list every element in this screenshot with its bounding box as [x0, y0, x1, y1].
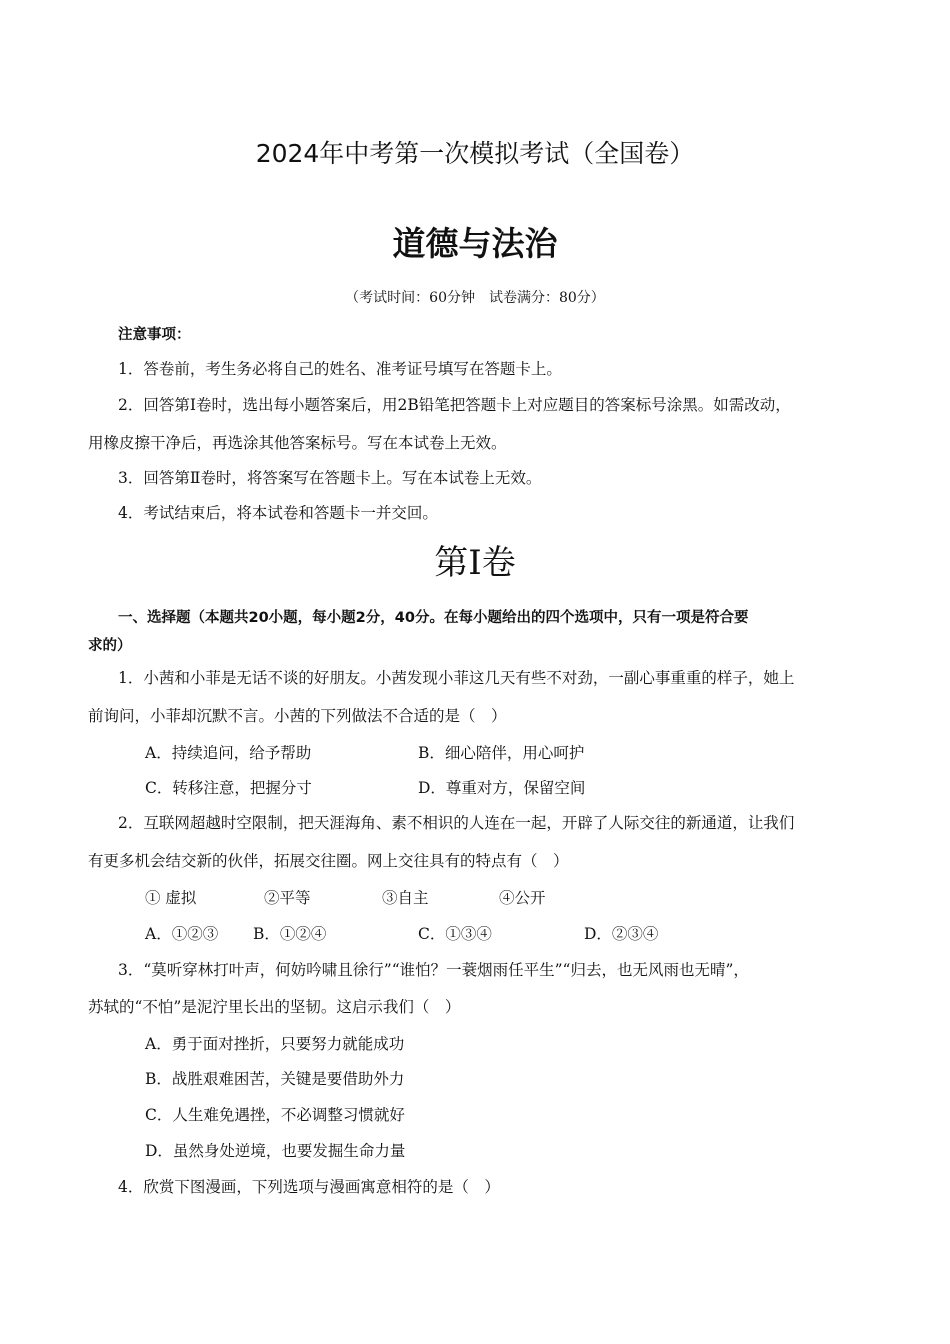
- q2-item-1: ① 虚拟: [145, 889, 197, 907]
- q2-item-2: ②平等: [264, 889, 311, 907]
- subject-title: 道德与法治: [392, 224, 558, 263]
- notice-line: 用橡皮擦干净后，再选涂其他答案标号。写在本试卷上无效。: [88, 434, 507, 452]
- question-3-stem: 3．“莫听穿林打叶声，何妨吟啸且徐行”“谁怕？一蓑烟雨任平生”“归去，也无风雨也无晴”，: [118, 961, 749, 979]
- section-title: 第Ⅰ卷: [434, 543, 516, 583]
- notice-line: 1．答卷前，考生务必将自己的姓名、准考证号填写在答题卡上。: [118, 360, 562, 378]
- q1-option-a: A．持续追问，给予帮助: [145, 744, 312, 762]
- q1-option-d: D．尊重对方，保留空间: [418, 779, 586, 797]
- notice-line: 4．考试结束后，将本试卷和答题卡一并交回。: [118, 504, 438, 522]
- q2-option-a: A．①②③: [145, 925, 219, 943]
- q1-option-b: B．细心陪伴，用心呵护: [418, 744, 585, 762]
- exam-meta: （考试时间：60分钟 试卷满分：80分）: [345, 290, 605, 306]
- q1-option-c: C．转移注意，把握分寸: [145, 779, 312, 797]
- q2-option-b: B．①②④: [253, 925, 327, 943]
- question-1-stem-cont: 前询问，小菲却沉默不言。小茜的下列做法不合适的是（ ）: [88, 707, 507, 725]
- question-1-stem: 1．小茜和小菲是无话不谈的好朋友。小茜发现小菲这几天有些不对劲，一副心事重重的样子，她上: [118, 669, 795, 687]
- q3-option-a: A．勇于面对挫折，只要努力就能成功: [145, 1035, 405, 1053]
- question-2-stem: 2．互联网超越时空限制，把天涯海角、素不相识的人连在一起，开辟了人际交往的新通道，让我们: [118, 814, 795, 832]
- q3-option-c: C．人生难免遇挫，不必调整习惯就好: [145, 1106, 405, 1124]
- q2-item-3: ③自主: [382, 889, 429, 907]
- question-4-stem: 4．欣赏下图漫画，下列选项与漫画寓意相符的是（ ）: [118, 1178, 500, 1196]
- part-heading: 一、选择题（本题共20小题，每小题2分，40分。在每小题给出的四个选项中，只有一项是符合要: [118, 610, 749, 626]
- notice-line: 3．回答第Ⅱ卷时，将答案写在答题卡上。写在本试卷上无效。: [118, 469, 542, 487]
- exam-title: 2024年中考第一次模拟考试（全国卷）: [255, 139, 695, 168]
- question-3-stem-cont: 苏轼的“不怕”是泥泞里长出的坚韧。这启示我们（ ）: [88, 998, 461, 1016]
- question-2-stem-cont: 有更多机会结交新的伙伴，拓展交往圈。网上交往具有的特点有（ ）: [88, 852, 569, 870]
- part-heading-cont: 求的）: [88, 638, 132, 654]
- notice-heading: 注意事项：: [118, 327, 191, 343]
- q2-item-4: ④公开: [499, 889, 546, 907]
- q2-option-d: D．②③④: [584, 925, 659, 943]
- notice-line: 2．回答第Ⅰ卷时，选出每小题答案后，用2B铅笔把答题卡上对应题目的答案标号涂黑。如需改动，: [118, 396, 791, 414]
- q3-option-b: B．战胜艰难困苦，关键是要借助外力: [145, 1070, 405, 1088]
- q3-option-d: D．虽然身处逆境，也要发掘生命力量: [145, 1142, 406, 1160]
- q2-option-c: C．①③④: [418, 925, 492, 943]
